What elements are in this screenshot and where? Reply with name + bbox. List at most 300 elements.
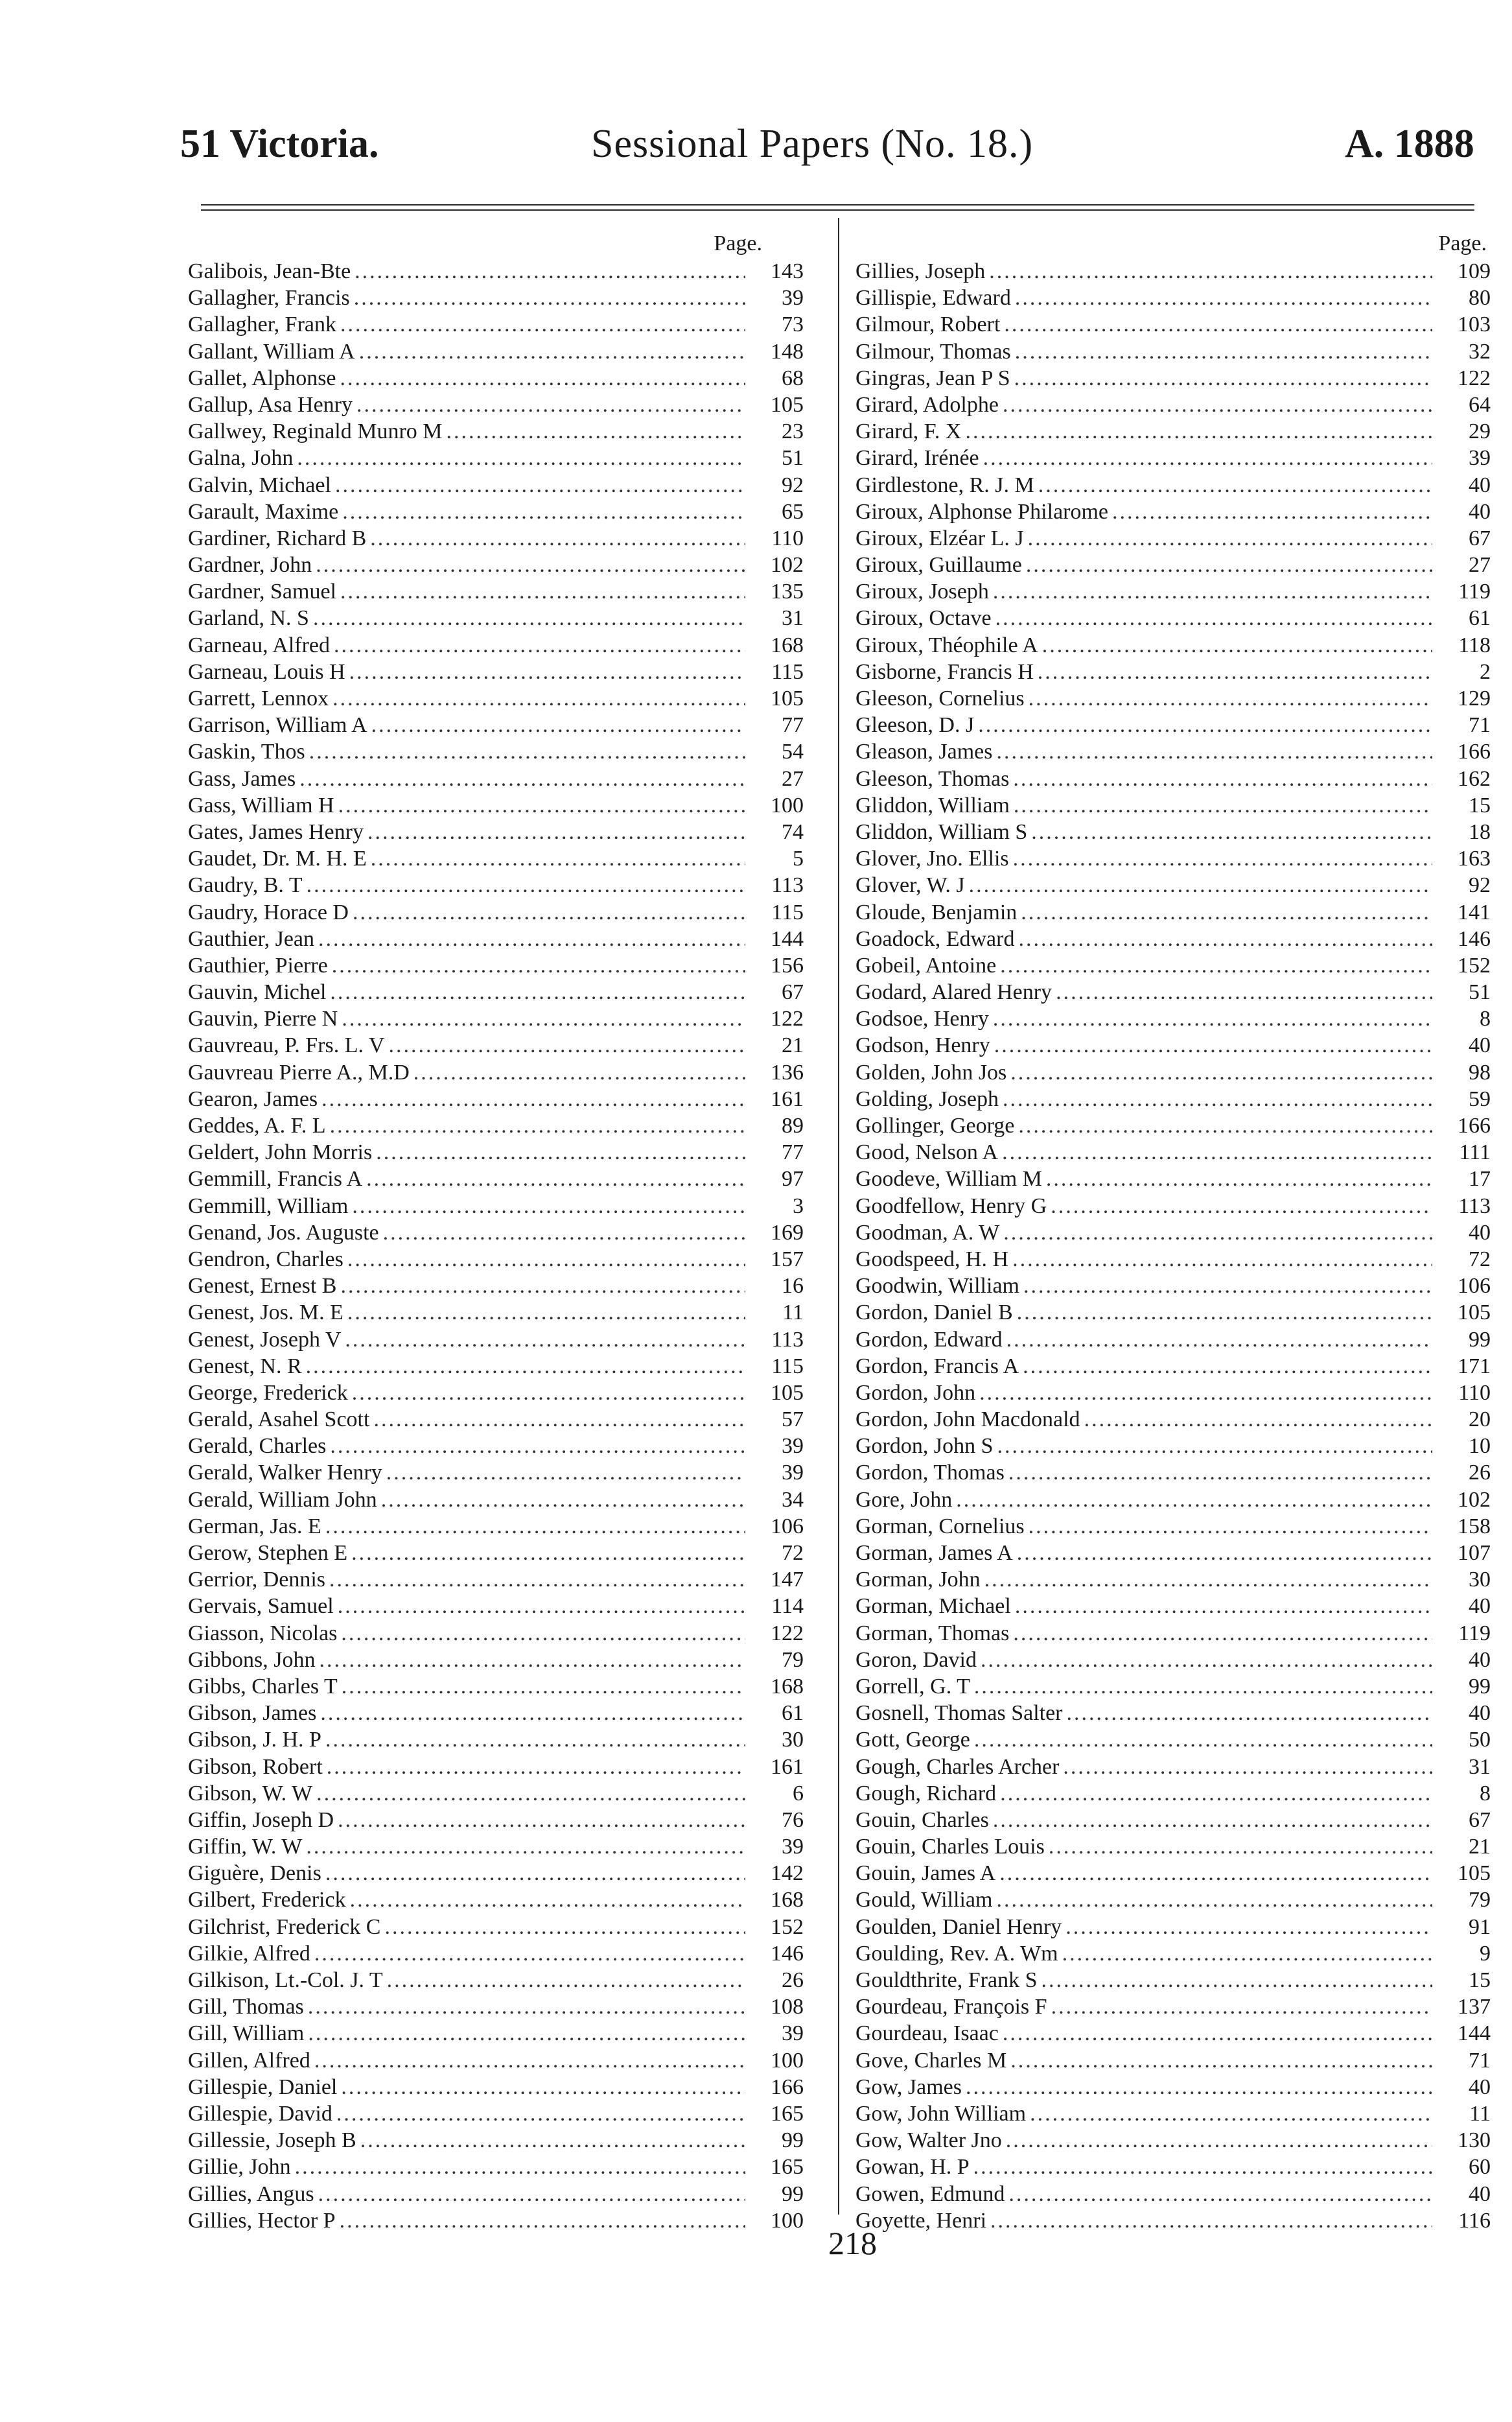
dot-leader xyxy=(367,819,745,845)
entry-name: Gates, James Henry xyxy=(188,819,364,844)
entry-name: Giroux, Elzéar L. J xyxy=(855,526,1024,550)
dot-leader xyxy=(965,418,1432,445)
entry-name: Gillen, Alfred xyxy=(188,2048,310,2073)
entry-name: Gaudet, Dr. M. H. E xyxy=(188,847,367,871)
entry-name: Gauvin, Pierre N xyxy=(188,1007,338,1031)
dot-leader xyxy=(349,659,745,685)
list-item xyxy=(855,659,1491,685)
list-item xyxy=(188,1406,804,1433)
entry-page-number: 148 xyxy=(771,339,804,364)
entry-name: Gardner, Samuel xyxy=(188,580,337,604)
list-item xyxy=(188,1059,804,1086)
entry-page-number: 79 xyxy=(782,1647,804,1672)
entry-page-number: 40 xyxy=(1469,2181,1491,2206)
dot-leader xyxy=(334,632,745,659)
entry-name: Gorrell, G. T xyxy=(855,1674,970,1699)
entry-name: Gauthier, Jean xyxy=(188,926,315,951)
entry-page-number: 92 xyxy=(1469,873,1491,898)
dot-leader xyxy=(1013,1620,1432,1647)
list-item xyxy=(188,1166,804,1192)
list-item xyxy=(188,1967,804,1993)
entry-name: Gowan, H. P xyxy=(855,2155,970,2180)
entry-page-number: 11 xyxy=(1469,2101,1491,2126)
list-item xyxy=(855,258,1491,285)
list-item xyxy=(188,285,804,311)
entry-name: Good, Nelson A xyxy=(855,1140,999,1165)
dot-leader xyxy=(1008,1459,1432,1486)
dot-leader xyxy=(383,1219,745,1246)
list-item xyxy=(855,1193,1491,1219)
index-entry-list xyxy=(855,258,1491,2234)
dot-leader xyxy=(994,1032,1432,1059)
entry-name: Gorman, Michael xyxy=(855,1594,1011,1619)
dot-leader xyxy=(381,1487,745,1513)
list-item xyxy=(188,979,804,1005)
list-item xyxy=(855,1540,1491,1566)
entry-name: Gillispie, Edward xyxy=(855,286,1011,311)
entry-name: Gourdeau, Isaac xyxy=(855,2021,999,2046)
dot-leader xyxy=(1003,1219,1432,1246)
entry-page-number: 119 xyxy=(1458,580,1491,604)
dot-leader xyxy=(979,1380,1432,1406)
entry-page-number: 21 xyxy=(782,1033,804,1058)
list-item xyxy=(188,1780,804,1807)
list-item xyxy=(855,766,1491,792)
dot-leader xyxy=(355,258,745,285)
entry-name: Gillies, Angus xyxy=(188,2181,314,2206)
entry-page-number: 61 xyxy=(1469,606,1491,631)
dot-leader xyxy=(995,605,1432,631)
entry-page-number: 89 xyxy=(782,1114,804,1138)
list-item xyxy=(188,472,804,499)
list-item xyxy=(855,2074,1491,2100)
entry-page-number: 122 xyxy=(1458,366,1491,390)
entry-page-number: 111 xyxy=(1459,1140,1491,1165)
list-item xyxy=(188,2181,804,2207)
list-item xyxy=(188,525,804,552)
entry-name: Godard, Alared Henry xyxy=(855,980,1053,1005)
entry-page-number: 80 xyxy=(1469,286,1491,311)
dot-leader xyxy=(386,1459,745,1486)
list-item xyxy=(188,899,804,926)
entry-name: Garault, Maxime xyxy=(188,499,339,524)
entry-page-number: 6 xyxy=(793,1781,804,1805)
list-item xyxy=(188,2074,804,2100)
entry-page-number: 40 xyxy=(1469,1033,1491,1058)
entry-name: Garland, N. S xyxy=(188,606,309,631)
entry-page-number: 144 xyxy=(1458,2021,1491,2046)
dot-leader xyxy=(413,1059,745,1086)
list-item xyxy=(855,952,1491,979)
list-item xyxy=(855,685,1491,712)
dot-leader xyxy=(316,1780,745,1807)
entry-name: Gerow, Stephen E xyxy=(188,1541,348,1565)
dot-leader xyxy=(354,285,745,311)
list-item xyxy=(855,1566,1491,1593)
entry-page-number: 67 xyxy=(1469,526,1491,550)
entry-name: Gleeson, Cornelius xyxy=(855,687,1025,711)
list-item xyxy=(855,979,1491,1005)
list-item xyxy=(188,845,804,872)
dot-leader xyxy=(969,872,1432,899)
list-item xyxy=(855,1326,1491,1353)
dot-leader xyxy=(320,1700,745,1726)
dot-leader xyxy=(356,392,745,418)
list-item xyxy=(188,418,804,445)
entry-page-number: 161 xyxy=(771,1754,804,1779)
entry-page-number: 99 xyxy=(782,2181,804,2206)
dot-leader xyxy=(347,1246,745,1273)
entry-page-number: 100 xyxy=(771,2208,804,2233)
dot-leader xyxy=(974,1673,1432,1700)
entry-page-number: 73 xyxy=(782,312,804,337)
entry-name: Gleeson, D. J xyxy=(855,713,975,738)
entry-name: George, Frederick xyxy=(188,1380,348,1405)
list-item xyxy=(855,1940,1491,1967)
entry-page-number: 29 xyxy=(1469,419,1491,444)
dot-leader xyxy=(308,1993,745,2020)
list-item xyxy=(855,2100,1491,2127)
dot-leader xyxy=(371,845,745,872)
entry-name: Gervais, Samuel xyxy=(188,1594,334,1619)
list-item xyxy=(855,1647,1491,1673)
entry-page-number: 114 xyxy=(771,1594,804,1619)
entry-page-number: 108 xyxy=(771,1995,804,2019)
dot-leader xyxy=(340,578,745,605)
entry-page-number: 40 xyxy=(1469,2075,1491,2099)
dot-leader xyxy=(330,979,745,1005)
entry-page-number: 11 xyxy=(782,1300,804,1325)
dot-leader xyxy=(974,1726,1432,1753)
entry-page-number: 156 xyxy=(771,953,804,978)
dot-leader xyxy=(1029,1513,1432,1540)
entry-name: Giroux, Octave xyxy=(855,606,992,631)
entry-name: Goodfellow, Henry G xyxy=(855,1193,1047,1218)
running-head-volume: 51 Victoria. xyxy=(180,122,379,166)
dot-leader xyxy=(989,258,1432,285)
dot-leader xyxy=(997,738,1432,765)
entry-page-number: 72 xyxy=(1469,1247,1491,1271)
list-item xyxy=(855,738,1491,765)
list-item xyxy=(855,1299,1491,1326)
entry-name: Gloude, Benjamin xyxy=(855,900,1018,924)
list-item xyxy=(188,1566,804,1593)
dot-leader xyxy=(1026,552,1432,578)
entry-name: Gemmill, Francis A xyxy=(188,1167,363,1192)
dot-leader xyxy=(1004,311,1432,338)
dot-leader xyxy=(371,712,745,738)
entry-name: Girard, Adolphe xyxy=(855,392,999,417)
list-item xyxy=(188,1673,804,1700)
entry-page-number: 40 xyxy=(1469,1701,1491,1726)
list-item xyxy=(188,1273,804,1299)
list-item xyxy=(855,1967,1491,1993)
list-item xyxy=(188,632,804,659)
entry-name: Giroux, Guillaume xyxy=(855,553,1022,578)
entry-page-number: 115 xyxy=(771,1354,804,1378)
page-number: 218 xyxy=(828,2225,877,2261)
dot-leader xyxy=(1018,1112,1432,1139)
entry-name: Gallagher, Frank xyxy=(188,312,337,337)
dot-leader xyxy=(1051,1193,1432,1219)
entry-page-number: 106 xyxy=(771,1514,804,1538)
list-item xyxy=(188,1993,804,2020)
dot-leader xyxy=(330,1112,745,1139)
entry-page-number: 16 xyxy=(782,1274,804,1299)
dot-leader xyxy=(340,311,745,338)
list-item xyxy=(855,712,1491,738)
entry-name: Gaudry, B. T xyxy=(188,873,303,898)
entry-page-number: 105 xyxy=(771,392,804,417)
entry-name: Giroux, Joseph xyxy=(855,580,989,604)
entry-page-number: 115 xyxy=(771,659,804,684)
entry-page-number: 116 xyxy=(1458,2208,1491,2233)
entry-name: Gollinger, George xyxy=(855,1114,1015,1138)
entry-page-number: 161 xyxy=(771,1087,804,1111)
entry-page-number: 130 xyxy=(1458,2128,1491,2153)
list-item xyxy=(188,445,804,471)
dot-leader xyxy=(325,1860,745,1887)
dot-leader xyxy=(1041,1967,1432,1993)
entry-page-number: 168 xyxy=(771,1674,804,1699)
entry-name: Garneau, Alfred xyxy=(188,633,331,657)
entry-page-number: 122 xyxy=(771,1007,804,1031)
entry-name: Gliddon, William S xyxy=(855,819,1028,844)
list-item xyxy=(855,2207,1491,2234)
list-item xyxy=(188,1700,804,1726)
entry-page-number: 20 xyxy=(1469,1407,1491,1432)
dot-leader xyxy=(1012,1246,1432,1273)
list-item xyxy=(855,445,1491,471)
entry-name: Genest, Ernest B xyxy=(188,1274,337,1299)
dot-leader xyxy=(1003,1086,1432,1112)
running-head-title: Sessional Papers (No. 18.) xyxy=(591,122,1034,166)
entry-page-number: 109 xyxy=(1458,259,1491,283)
entry-page-number: 10 xyxy=(1469,1434,1491,1459)
list-item xyxy=(855,1860,1491,1887)
entry-page-number: 106 xyxy=(1458,1274,1491,1299)
list-item xyxy=(855,552,1491,578)
list-item xyxy=(188,1299,804,1326)
entry-name: Goodspeed, H. H xyxy=(855,1247,1009,1271)
dot-leader xyxy=(306,1353,745,1380)
dot-leader xyxy=(340,2207,745,2234)
entry-page-number: 64 xyxy=(1469,392,1491,417)
entry-name: Gauthier, Pierre xyxy=(188,953,328,978)
entry-name: Gallant, William A xyxy=(188,339,355,364)
entry-name: Goyette, Henri xyxy=(855,2208,987,2233)
entry-page-number: 129 xyxy=(1458,687,1491,711)
entry-name: Garneau, Louis H xyxy=(188,659,345,684)
dot-leader xyxy=(997,1433,1432,1459)
dot-leader xyxy=(342,1673,745,1700)
entry-page-number: 40 xyxy=(1469,1647,1491,1672)
entry-page-number: 27 xyxy=(782,766,804,791)
entry-name: Gillespie, Daniel xyxy=(188,2075,338,2099)
entry-page-number: 9 xyxy=(1480,1941,1491,1966)
list-item xyxy=(188,1380,804,1406)
entry-page-number: 119 xyxy=(1458,1621,1491,1645)
dot-leader xyxy=(1084,1406,1432,1433)
dot-leader xyxy=(330,1433,745,1459)
dot-leader xyxy=(1006,2127,1432,2154)
dot-leader xyxy=(342,1005,745,1032)
list-item xyxy=(188,1914,804,1940)
entry-page-number: 141 xyxy=(1458,900,1491,924)
entry-page-number: 157 xyxy=(771,1247,804,1271)
entry-page-number: 40 xyxy=(1469,499,1491,524)
entry-page-number: 18 xyxy=(1469,819,1491,844)
list-item xyxy=(855,2127,1491,2154)
list-item xyxy=(855,1086,1491,1112)
dot-leader xyxy=(335,472,745,499)
dot-leader xyxy=(314,1940,745,1967)
dot-leader xyxy=(1051,1993,1432,2020)
list-item xyxy=(855,1380,1491,1406)
entry-page-number: 165 xyxy=(771,2101,804,2126)
entry-name: Goulding, Rev. A. Wm xyxy=(855,1941,1058,1966)
entry-page-number: 113 xyxy=(771,1327,804,1352)
entry-page-number: 30 xyxy=(782,1728,804,1752)
dot-leader xyxy=(1046,1166,1432,1192)
entry-page-number: 99 xyxy=(1469,1674,1491,1699)
dot-leader xyxy=(990,2207,1432,2234)
list-item xyxy=(855,2020,1491,2047)
entry-name: Giguère, Denis xyxy=(188,1861,321,1886)
entry-page-number: 57 xyxy=(782,1407,804,1432)
list-item xyxy=(188,1726,804,1753)
entry-name: Gordon, John Macdonald xyxy=(855,1407,1080,1432)
entry-page-number: 105 xyxy=(771,1380,804,1405)
entry-name: Goulden, Daniel Henry xyxy=(855,1914,1062,1939)
dot-leader xyxy=(1010,1059,1432,1086)
entry-name: Gliddon, William xyxy=(855,793,1010,817)
entry-page-number: 50 xyxy=(1469,1728,1491,1752)
dot-leader xyxy=(332,685,745,712)
list-item xyxy=(188,1005,804,1032)
entry-name: Gass, James xyxy=(188,766,296,791)
list-item xyxy=(188,2207,804,2234)
dot-leader xyxy=(1002,1139,1432,1166)
header-rule-top xyxy=(201,204,1474,206)
entry-name: Gauvin, Michel xyxy=(188,980,327,1005)
list-item xyxy=(855,792,1491,819)
dot-leader xyxy=(342,499,745,525)
dot-leader xyxy=(1049,1833,1432,1860)
list-item xyxy=(855,1887,1491,1913)
list-item xyxy=(855,1513,1491,1540)
list-item xyxy=(188,578,804,605)
entry-name: Gemmill, William xyxy=(188,1193,349,1218)
entry-name: Glover, W. J xyxy=(855,873,965,898)
list-item xyxy=(188,1754,804,1780)
dot-leader xyxy=(387,1967,745,1993)
list-item xyxy=(855,1246,1491,1273)
entry-name: Gordon, Daniel B xyxy=(855,1300,1013,1325)
entry-page-number: 115 xyxy=(771,900,804,924)
dot-leader xyxy=(1031,819,1432,845)
entry-name: Golden, John Jos xyxy=(855,1060,1007,1085)
dot-leader xyxy=(338,1807,745,1833)
entry-name: Gilkie, Alfred xyxy=(188,1941,310,1966)
entry-page-number: 23 xyxy=(782,419,804,444)
list-item xyxy=(855,1166,1491,1192)
list-item xyxy=(188,1139,804,1166)
list-item xyxy=(855,578,1491,605)
list-item xyxy=(188,392,804,418)
list-item xyxy=(855,1620,1491,1647)
dot-leader xyxy=(384,1914,745,1940)
entry-page-number: 137 xyxy=(1458,1995,1491,2019)
list-item xyxy=(855,1273,1491,1299)
entry-page-number: 118 xyxy=(1458,633,1491,657)
list-item xyxy=(188,1326,804,1353)
entry-page-number: 158 xyxy=(1458,1514,1491,1538)
list-item xyxy=(855,819,1491,845)
entry-page-number: 3 xyxy=(793,1193,804,1218)
entry-page-number: 136 xyxy=(771,1060,804,1085)
entry-page-number: 92 xyxy=(782,473,804,497)
entry-name: Gerald, Asahel Scott xyxy=(188,1407,370,1432)
list-item xyxy=(855,365,1491,392)
entry-page-number: 61 xyxy=(782,1701,804,1726)
entry-page-number: 166 xyxy=(1458,740,1491,764)
entry-name: Gibson, James xyxy=(188,1701,317,1726)
list-item xyxy=(188,311,804,338)
list-item xyxy=(855,1353,1491,1380)
dot-leader xyxy=(1015,1593,1432,1619)
dot-leader xyxy=(370,525,745,552)
list-item xyxy=(855,1914,1491,1940)
dot-leader xyxy=(307,872,745,899)
entry-page-number: 39 xyxy=(1469,446,1491,471)
list-item xyxy=(855,1993,1491,2020)
entry-page-number: 8 xyxy=(1480,1781,1491,1805)
dot-leader xyxy=(1042,632,1432,659)
entry-page-number: 142 xyxy=(771,1861,804,1886)
entry-name: Garrison, William A xyxy=(188,713,367,738)
entry-name: Gourdeau, François F xyxy=(855,1995,1047,2019)
list-item xyxy=(188,258,804,285)
entry-name: Gibson, J. H. P xyxy=(188,1728,321,1752)
list-item xyxy=(188,2154,804,2180)
list-item xyxy=(855,311,1491,338)
entry-page-number: 32 xyxy=(1469,339,1491,364)
entry-page-number: 67 xyxy=(1469,1807,1491,1832)
list-item xyxy=(855,1807,1491,1833)
dot-leader xyxy=(1014,792,1432,819)
entry-name: Gouin, James A xyxy=(855,1861,996,1886)
entry-name: Gibbons, John xyxy=(188,1647,316,1672)
dot-leader xyxy=(1015,338,1432,365)
dot-leader xyxy=(366,1166,745,1192)
dot-leader xyxy=(1112,499,1432,525)
list-item xyxy=(188,1833,804,1860)
dot-leader xyxy=(345,1326,745,1353)
entry-name: Gauvreau, P. Frs. L. V xyxy=(188,1033,385,1058)
dot-leader xyxy=(376,1139,745,1166)
dot-leader xyxy=(350,1887,745,1913)
dot-leader xyxy=(313,605,745,631)
entry-name: Giffin, Joseph D xyxy=(188,1807,334,1832)
dot-leader xyxy=(983,445,1432,471)
dot-leader xyxy=(336,2100,745,2127)
dot-leader xyxy=(325,1726,745,1753)
entry-name: Gallwey, Reginald Munro M xyxy=(188,419,443,444)
entry-page-number: 166 xyxy=(1458,1114,1491,1138)
entry-page-number: 97 xyxy=(782,1167,804,1192)
entry-page-number: 165 xyxy=(771,2155,804,2180)
